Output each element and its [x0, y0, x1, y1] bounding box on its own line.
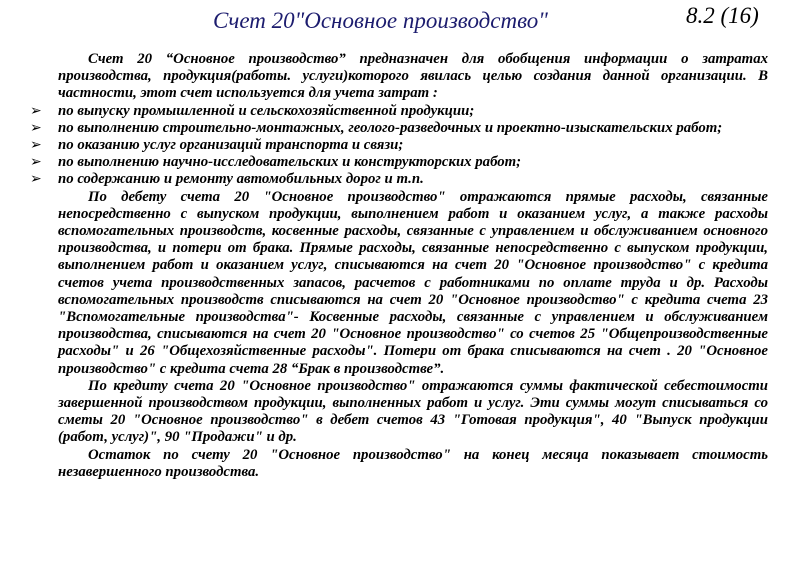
slide-number: 8.2 (16) — [686, 3, 759, 28]
arrow-bullet-icon: ➢ — [30, 155, 42, 171]
list-item-text: по выполнению научно-исследовательских и конструкторских работ; — [58, 154, 522, 171]
list-item — [30, 154, 768, 171]
list-item-text: по содержанию и ремонту автомобильных дорог и т.п. — [58, 171, 424, 188]
balance-paragraph: Остаток по счету 20 "Основное производство" на конец месяца показывает стоимость незавершенного производства. — [58, 446, 768, 480]
debit-paragraph: По дебету счета 20 "Основное производство" отражаются прямые расходы, связанные непосредственно с выпуском продукции, выполнением работ и оказанием услуг, а также расходы вспомогательных производств, косвенные расходы, связанные с управлением и обслуживанием основного производства, и потери от брака. Прямые расходы, связанные непосредственно с выпуском продукции, выполнением работ и оказанием услуг, списываются на счет 20 "Основное производство" с кредита счетов учета производственных запасов, расчетов с работниками по оплате труда и др. Расходы вспомогательных производств списываются на счет 20 "Основное производство" с кредита счета 23 "Вспомогательные производства"- Косвенные расходы, связанные с управлением и обслуживанием производства, списываются на счет 20 "Основное производство" со счетов 25 "Общепроизводственные расходы" и 26 "Общехозяйственные расходы". Потери от брака списываются на счет . 20 "Основное производство" с кредита счета 28 “Брак в производстве”. — [58, 188, 768, 377]
credit-paragraph: По кредиту счета 20 "Основное производство" отражаются суммы фактической себестоимости завершенной производством продукции, выполненных работ и услуг. Эти суммы могут списываться со сметы 20 "Основное производство" в дебет счетов 43 "Готовая продукция", 40 "Выпуск продукции (работ, услуг)", 90 "Продажи" и др. — [58, 377, 768, 446]
list-item-text: по выполнению строительно-монтажных, геолого-разведочных и проектно-изыскательских работ; — [58, 119, 723, 136]
bullet-list — [30, 102, 768, 189]
arrow-bullet-icon: ➢ — [30, 138, 42, 154]
list-item-text: по выпуску промышленной и сельскохозяйственной продукции; — [58, 102, 475, 119]
list-item — [30, 103, 768, 120]
intro-paragraph: Счет 20 “Основное производство” предназначен для обобщения информации о затратах производства, продукция(работы. услуги)которого явилась целью создания данной организации. В частности, этот счет используется для учета затрат : — [58, 51, 768, 102]
list-item — [30, 137, 768, 154]
arrow-bullet-icon: ➢ — [30, 172, 42, 188]
list-item — [30, 120, 768, 137]
slide-body — [30, 51, 768, 481]
list-item — [30, 171, 768, 188]
arrow-bullet-icon: ➢ — [30, 120, 42, 136]
slide-title: Счет 20"Основное производство" — [213, 8, 548, 33]
list-item-text: по оказанию услуг организаций транспорта и связи; — [58, 137, 404, 154]
arrow-bullet-icon: ➢ — [30, 103, 42, 119]
